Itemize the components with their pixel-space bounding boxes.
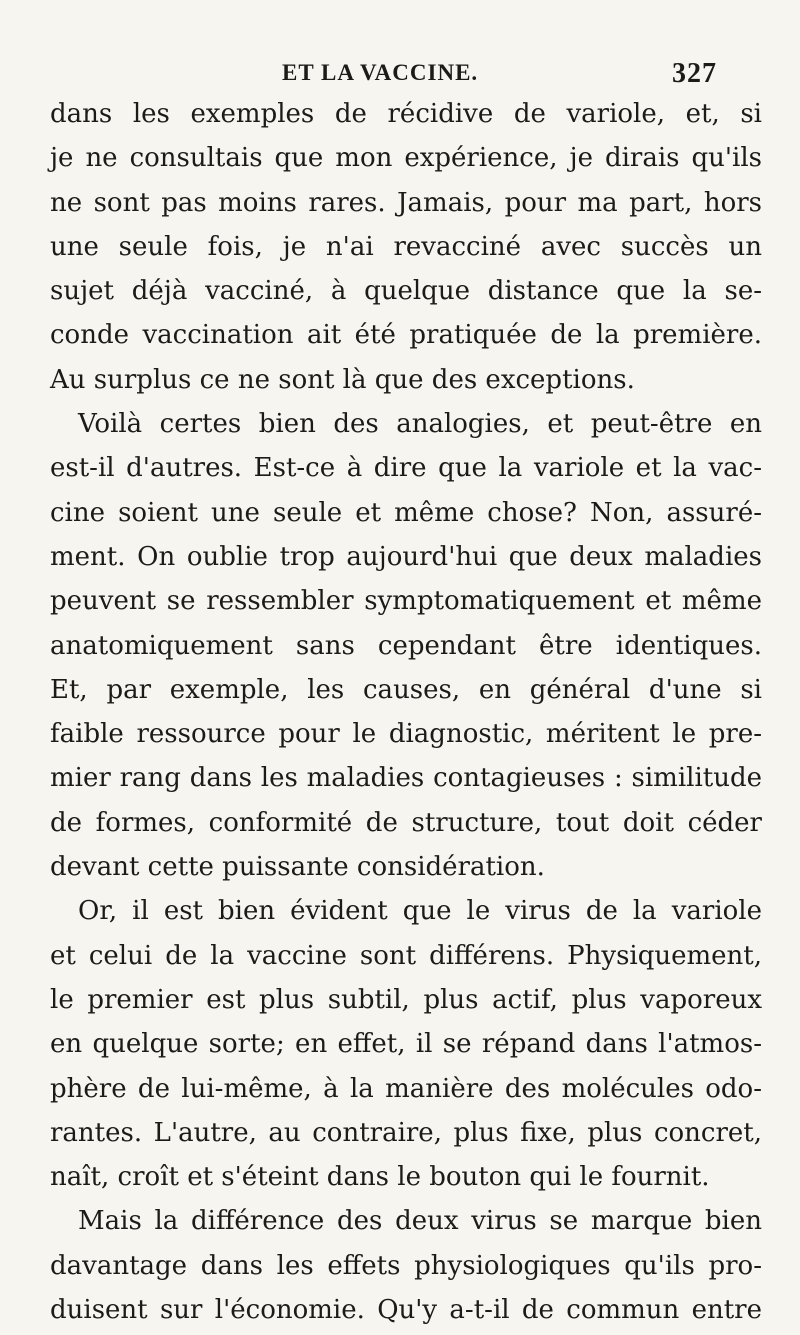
text-line: davantage dans les effets physiologiques qu'ils pro-	[50, 1250, 762, 1281]
text-line: faible ressource pour le diagnostic, méritent le pre-	[50, 719, 762, 750]
text-line: rantes. L'autre, au contraire, plus fixe, plus concret,	[50, 1117, 762, 1148]
text-line: cine soient une seule et même chose? Non, assuré-	[50, 497, 762, 528]
text-line: le premier est plus subtil, plus actif, plus vaporeux	[50, 984, 762, 1015]
text-line: et celui de la vaccine sont différens. Physiquement,	[50, 940, 762, 971]
text-line: Au surplus ce ne sont là que des exceptions.	[50, 364, 635, 395]
running-head	[0, 52, 800, 92]
text-line: Or, il est bien évident que le virus de la variole	[78, 896, 762, 927]
text-line: est-il d'autres. Est-ce à dire que la variole et la vac-	[50, 453, 762, 484]
text-line: ne sont pas moins rares. Jamais, pour ma part, hors	[50, 187, 762, 218]
text-line: conde vaccination ait été pratiquée de la première.	[50, 320, 762, 351]
text-line: mier rang dans les maladies contagieuses : similitude	[50, 763, 762, 794]
text-line: je ne consultais que mon expérience, je dirais qu'ils	[50, 143, 762, 174]
text-line: dans les exemples de récidive de variole, et, si	[50, 99, 762, 129]
text-line: anatomiquement sans cependant être identiques.	[50, 630, 762, 661]
text-line: une seule fois, je n'ai revacciné avec succès un	[50, 231, 762, 262]
text-line: de formes, conformité de structure, tout doit céder	[50, 807, 762, 838]
text-line: sujet déjà vacciné, à quelque distance que la se-	[50, 276, 762, 307]
text-line: ment. On oublie trop aujourd'hui que deux maladies	[50, 541, 762, 572]
text-line: Et, par exemple, les causes, en général d'une si	[50, 674, 762, 705]
running-title: ET LA VACCINE.	[282, 60, 479, 85]
text-line: peuvent se ressembler symptomatiquement et même	[50, 586, 762, 617]
page-number: 327	[672, 58, 717, 89]
text-line: duisent sur l'économie. Qu'y a-t-il de commun entre	[50, 1295, 762, 1326]
text-line: naît, croît et s'éteint dans le bouton qui le fournit.	[50, 1162, 710, 1193]
text-line: en quelque sorte; en effet, il se répand dans l'atmos-	[50, 1029, 762, 1060]
text-line: Voilà certes bien des analogies, et peut-être en	[78, 409, 762, 440]
text-line: phère de lui-même, à la manière des molécules odo-	[50, 1073, 762, 1104]
text-line: Mais la différence des deux virus se marque bien	[78, 1206, 762, 1237]
text-line: devant cette puissante considération.	[50, 852, 545, 883]
body-text	[50, 92, 762, 1332]
